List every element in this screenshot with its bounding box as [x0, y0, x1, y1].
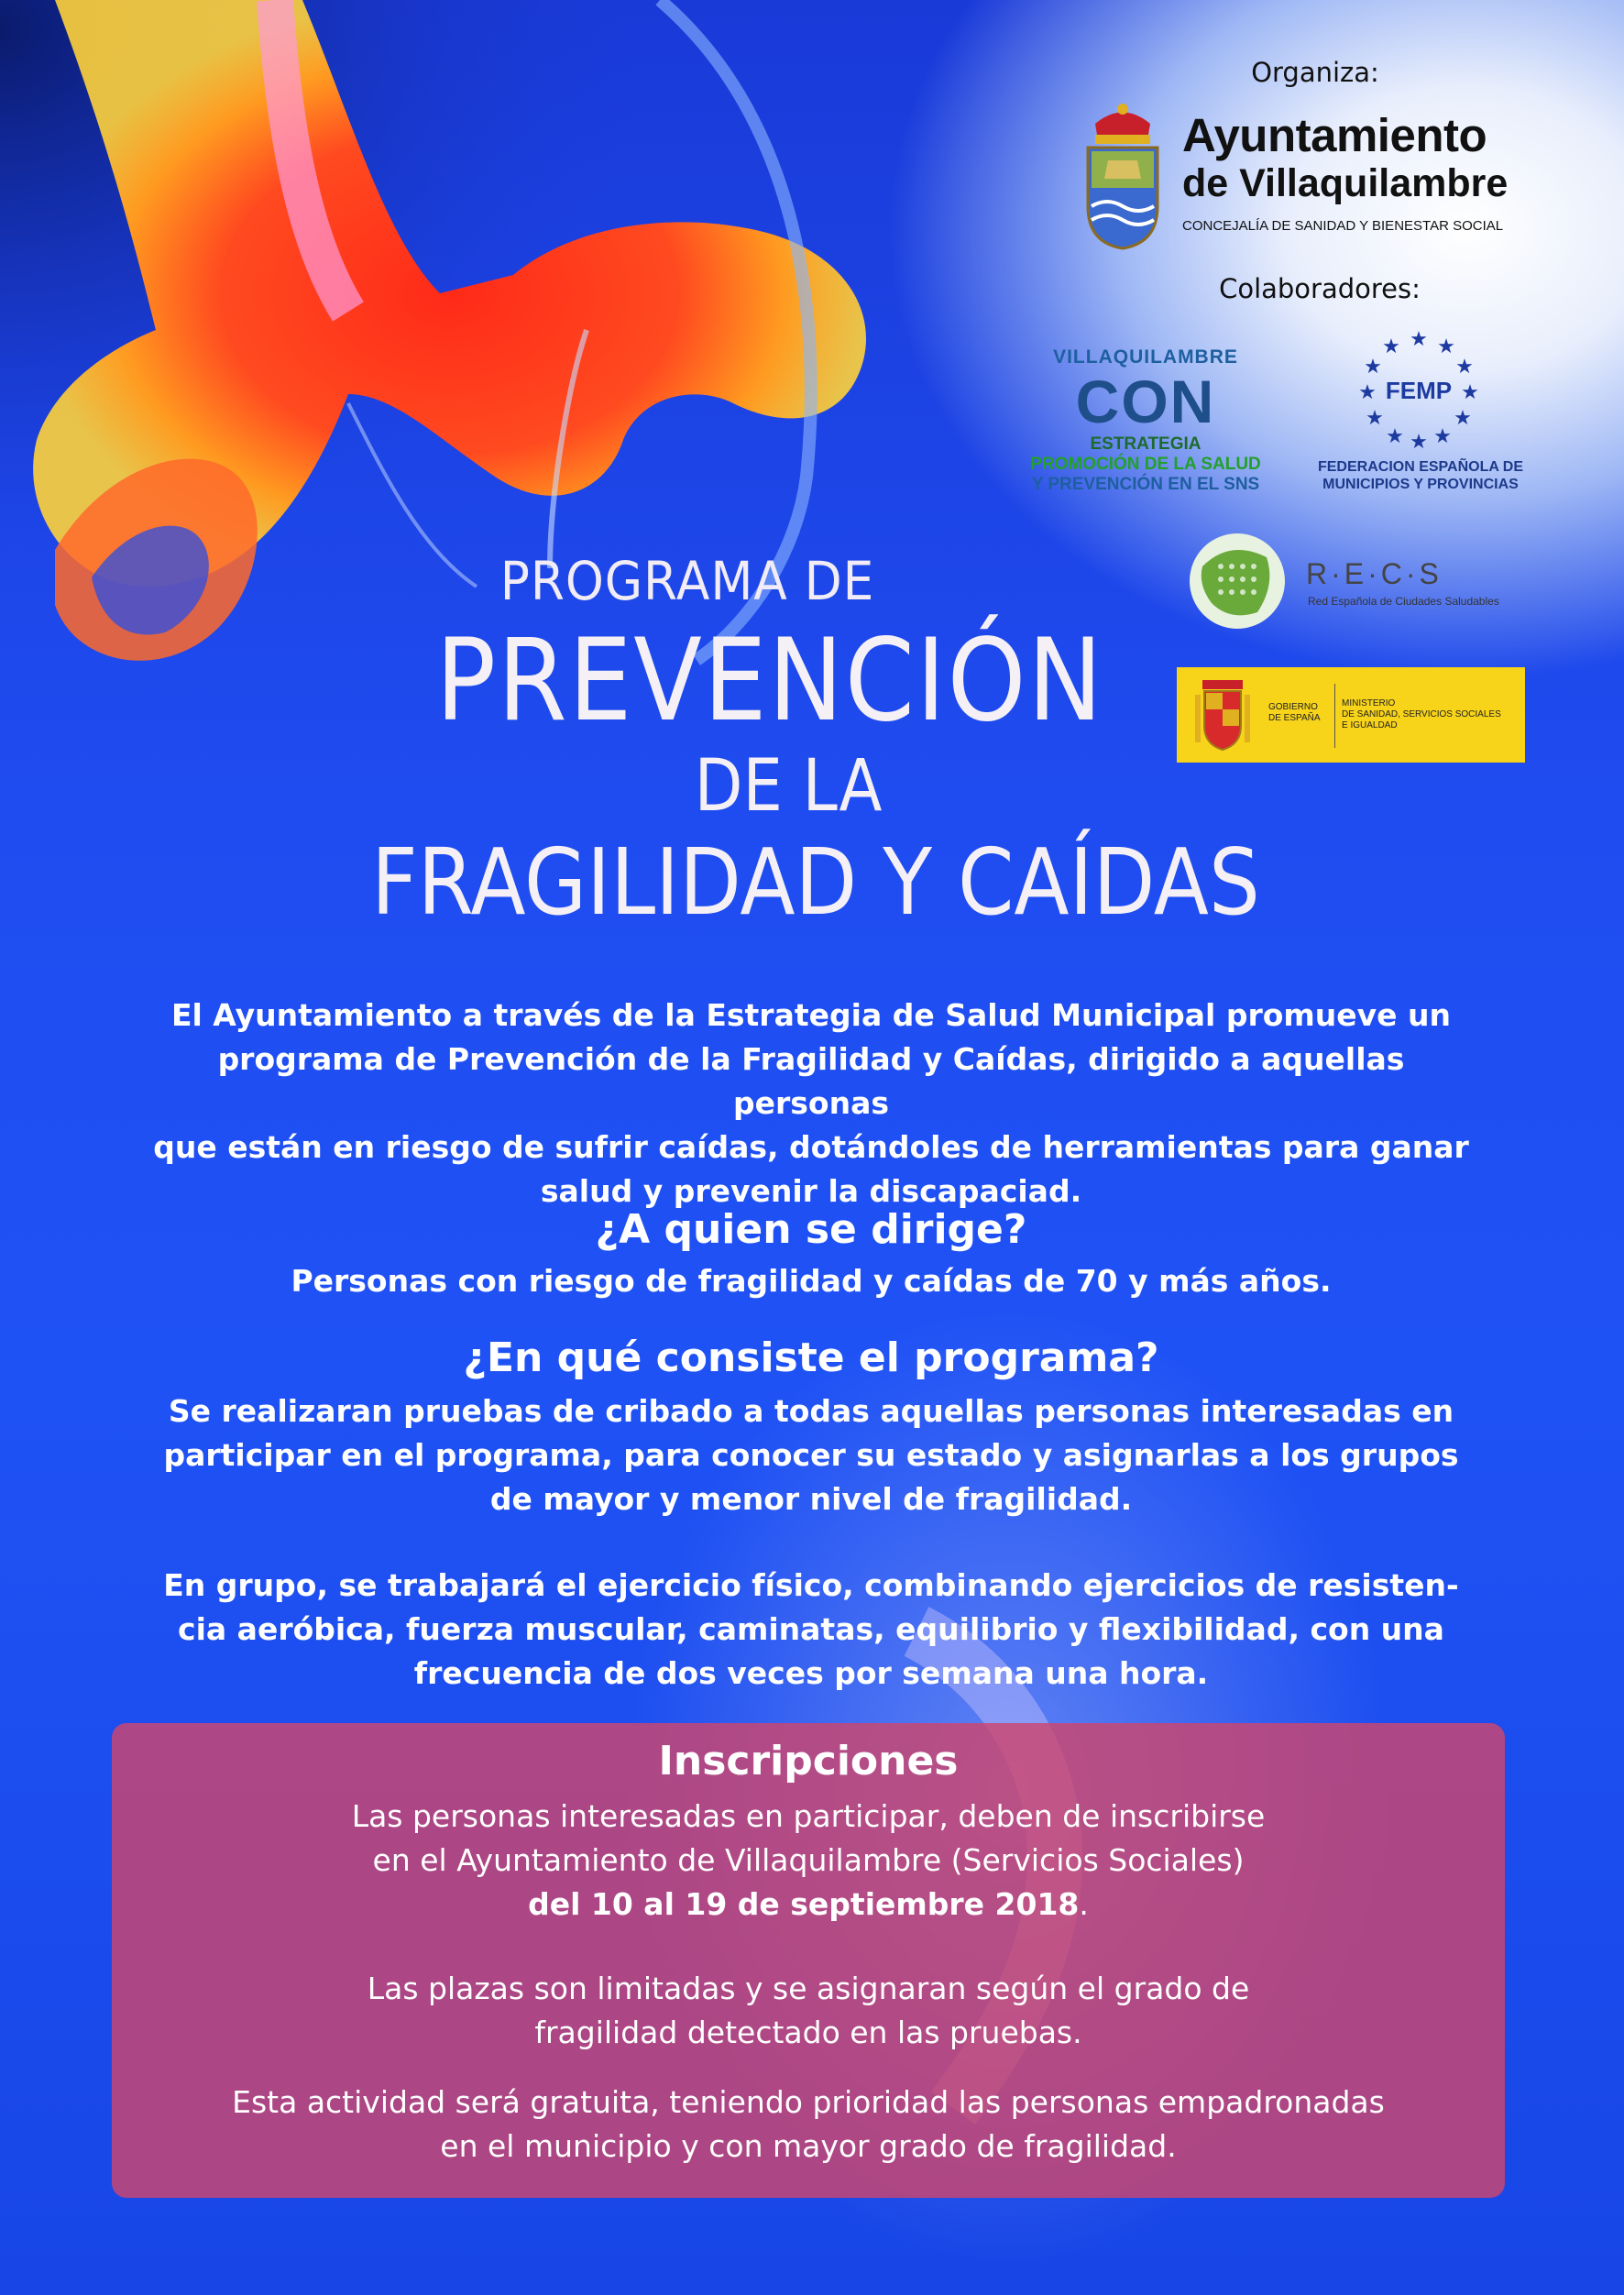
femp-line2: MUNICIPIOS Y PROVINCIAS [1322, 477, 1519, 492]
inscriptions-line: en el Ayuntamiento de Villaquilambre (Servicios Sociales) [372, 1842, 1245, 1878]
who-heading: ¿A quien se dirige? [595, 1206, 1027, 1253]
who-text: Personas con riesgo de fragilidad y caídas de 70 y más años. [291, 1263, 1332, 1299]
inscriptions-block-1 [112, 1795, 1505, 1927]
intro-line: programa de Prevención de la Fragilidad y Caídas, dirigido a aquellas personas [217, 1041, 1405, 1121]
inscriptions-dates: del 10 al 19 de septiembre 2018 [528, 1886, 1080, 1922]
what-line: En grupo, se trabajará el ejercicio físico, combinando ejercicios de resisten- [163, 1567, 1459, 1603]
gobierno-line1: GOBIERNO [1268, 702, 1318, 712]
recs-subtitle: Red Española de Ciudades Saludables [1308, 595, 1499, 608]
recs-name: R·E·C·S [1306, 557, 1443, 590]
svg-text:★: ★ [1386, 425, 1404, 448]
inscriptions-dates-suffix: . [1079, 1886, 1089, 1922]
femp-inner-text: FEMP [1385, 377, 1453, 404]
svg-text:★: ★ [1366, 407, 1384, 430]
ministerio-line1: MINISTERIO [1342, 698, 1396, 708]
title-line4: FRAGILIDAD Y CAÍDAS [371, 829, 1260, 936]
what-line: participar en el programa, para conocer su estado y asignarlas a los grupos [163, 1437, 1459, 1473]
intro-line: El Ayuntamiento a través de la Estrategia de Salud Municipal promueve un [170, 997, 1452, 1033]
what-line: Se realizaran pruebas de cribado a todas aquellas personas interesadas en [168, 1393, 1454, 1429]
inscriptions-line: Las plazas son limitadas y se asignaran según el grado de [367, 1971, 1250, 2006]
title-line1: PROGRAMA DE [499, 550, 875, 612]
con-strategy-logo [1013, 346, 1278, 495]
inscriptions-dates-line [112, 1883, 1505, 1927]
svg-text:★: ★ [1437, 335, 1455, 358]
ministerio-line2: DE SANIDAD, SERVICIOS SOCIALES [1342, 709, 1501, 719]
what-paragraph-1 [137, 1389, 1485, 1521]
inscriptions-line: en el municipio y con mayor grado de fragilidad. [440, 2128, 1177, 2164]
svg-text:★: ★ [1461, 381, 1479, 404]
ministerio-text [1342, 698, 1501, 731]
svg-text:★: ★ [1410, 431, 1428, 454]
inscriptions-block-2 [112, 1967, 1505, 2055]
intro-line: que están en riesgo de sufrir caídas, dotándoles de herramientas para ganar [153, 1129, 1469, 1165]
title-line2: PREVENCIÓN [435, 615, 1104, 747]
svg-text:★: ★ [1358, 381, 1377, 404]
inscriptions-heading: Inscripciones [658, 1738, 959, 1784]
what-paragraph-2 [137, 1564, 1485, 1696]
villaquilambre-shield-logo [1077, 96, 1169, 252]
femp-caption [1311, 458, 1531, 493]
con-main-text: CON [1075, 368, 1216, 435]
gobierno-line2: DE ESPAÑA [1268, 713, 1321, 723]
svg-text:★: ★ [1455, 356, 1474, 379]
organiza-label: Organiza: [1251, 57, 1379, 88]
con-line2: PROMOCIÓN DE LA SALUD [1030, 455, 1261, 474]
colaboradores-label: Colaboradores: [1219, 273, 1421, 304]
con-top-text: VILLAQUILAMBRE [1053, 346, 1238, 368]
ayuntamiento-name-line1: Ayuntamiento [1182, 109, 1487, 161]
ayuntamiento-name-line2: de Villaquilambre [1182, 161, 1509, 205]
what-line: de mayor y menor nivel de fragilidad. [489, 1481, 1133, 1517]
what-line: frecuencia de dos veces por semana una hora. [413, 1655, 1209, 1691]
svg-text:★: ★ [1382, 335, 1400, 358]
svg-text:★: ★ [1454, 407, 1472, 430]
concejalia-label: CONCEJALÍA DE SANIDAD Y BIENESTAR SOCIAL [1182, 218, 1504, 234]
inscriptions-box [112, 1723, 1505, 2198]
what-line: cia aeróbica, fuerza muscular, caminatas, equilibrio y flexibilidad, con una [178, 1611, 1444, 1647]
svg-text:★: ★ [1433, 425, 1452, 448]
inscriptions-line: fragilidad detectado en las pruebas. [534, 2015, 1082, 2050]
intro-line: salud y prevenir la discapaciad. [540, 1173, 1082, 1209]
svg-text:★: ★ [1410, 328, 1428, 351]
femp-logo [1355, 325, 1483, 454]
inscriptions-block-3 [112, 2081, 1505, 2169]
svg-text:★: ★ [1364, 356, 1382, 379]
title-line3: DE LA [694, 745, 883, 828]
intro-paragraph [137, 994, 1485, 1213]
con-line3: Y PREVENCIÓN EN EL SNS [1031, 475, 1260, 494]
con-line1: ESTRATEGIA [1090, 434, 1202, 454]
inscriptions-line: Las personas interesadas en participar, deben de inscribirse [351, 1798, 1266, 1834]
what-heading: ¿En qué consiste el programa? [463, 1334, 1159, 1381]
femp-line1: FEDERACION ESPAÑOLA DE [1317, 459, 1523, 475]
ministerio-line3: E IGUALDAD [1342, 720, 1398, 730]
program-title [275, 550, 1338, 942]
inscriptions-line: Esta actividad será gratuita, teniendo prioridad las personas empadronadas [232, 2084, 1385, 2120]
